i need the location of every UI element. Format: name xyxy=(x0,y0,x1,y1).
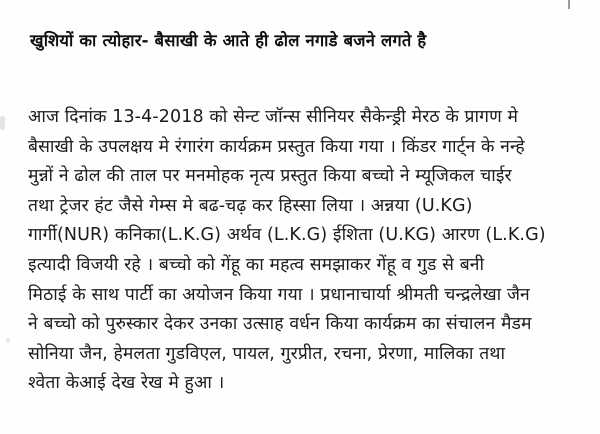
paragraph-line: गार्गी(NUR) कनिका(L.K.G) अर्थव (L.K.G) ईशिता (U.KG) आरण (L.K.G) xyxy=(28,225,546,246)
document-body xyxy=(28,103,586,399)
paragraph-line: ने बच्चो को पुरुस्कार देकर उनका उत्साह वर्धन किया कार्यक्रम का संचालन मैडम xyxy=(28,314,532,335)
paragraph-line: सोनिया जैन, हेमलता गुडविएल, पायल, गुरप्रीत, रचना, प्रेरणा, मालिका तथा xyxy=(28,343,506,364)
scan-artifact xyxy=(568,0,570,9)
paragraph-line: बैसाखी के उपलक्षय मे रंगारंग कार्यक्रम प्रस्तुत किया गया । किंडर गार्ट्न के नन्हे xyxy=(28,136,525,157)
paragraph-line: आज दिनांक 13-4-2018 को सेन्ट जॉन्स सीनियर सैकेन्ड्री मेरठ के प्रागण मे xyxy=(28,107,519,127)
paragraph-line: श्वेता केआई देख रेख मे हुआ । xyxy=(28,373,225,394)
paragraph-line: मिठाई के साथ पार्टी का अयोजन किया गया । प्रधानाचार्या श्रीमती चन्द्रलेखा जैन xyxy=(28,284,530,305)
paragraph-line: तथा ट्रेजर हंट जैसे गेम्स मे बढ-चढ़ कर हिस्सा लिया । अन्नया (U.KG) xyxy=(28,195,473,216)
paragraph-line: मुन्नों ने ढोल की ताल पर मनमोहक नृत्य प्रस्तुत किया बच्चो ने म्यूजिकल चाईर xyxy=(28,166,512,187)
paragraph-line: इत्यादी विजयी रहे । बच्चो को गेंहू का महत्व समझाकर गेंहू व गुड से बनी xyxy=(28,254,485,275)
scan-artifact xyxy=(0,116,5,130)
scan-artifact xyxy=(6,338,10,343)
document-title: खुशियों का त्योहार- बैसाखी के आते ही ढोल नगाडे बजने लगते है xyxy=(30,31,427,50)
